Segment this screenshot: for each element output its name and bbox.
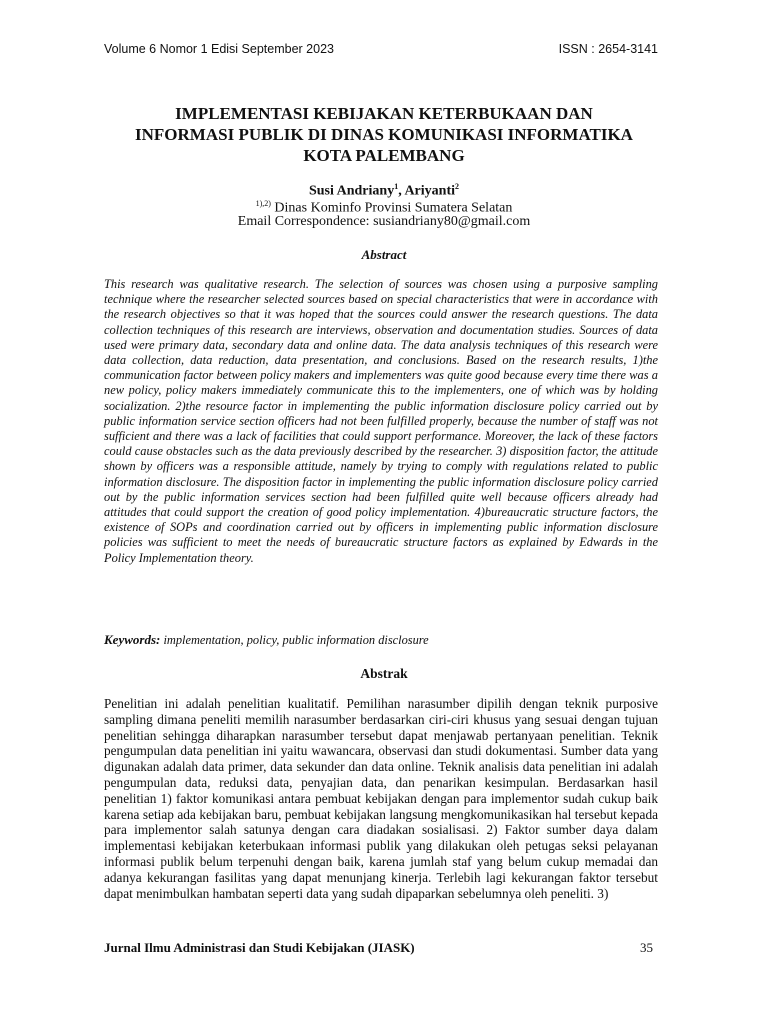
- keywords-label: Keywords:: [104, 632, 161, 647]
- affiliation-text: Dinas Kominfo Provinsi Sumatera Selatan: [270, 200, 513, 216]
- title-line-1: IMPLEMENTASI KEBIJAKAN KETERBUKAAN DAN: [175, 104, 593, 123]
- issn: ISSN : 2654-3141: [558, 42, 658, 56]
- journal-name: Jurnal Ilmu Administrasi dan Studi Kebijakan (JIASK): [104, 940, 415, 955]
- author-separator: ,: [398, 183, 405, 199]
- volume-info: Volume 6 Nomor 1 Edisi September 2023: [104, 42, 334, 56]
- running-head: [104, 42, 658, 56]
- abstract-heading: Abstract: [361, 247, 407, 262]
- page-footer: [104, 940, 653, 956]
- author-2: Ariyanti: [404, 183, 455, 199]
- title-line-2: INFORMASI PUBLIK DI DINAS KOMUNIKASI INFORMATIKA: [135, 125, 633, 144]
- affiliation-mark: 1),2): [255, 199, 271, 208]
- title-line-3: KOTA PALEMBANG: [303, 146, 465, 165]
- abstrak-heading: Abstrak: [360, 666, 408, 681]
- abstrak-body: Penelitian ini adalah penelitian kualitatif. Pemilihan narasumber dipilih dengan teknik purposive sampling dimana peneliti memilih narasumber berdasarkan ciri-ciri khusus yang sesuai dengan tujuan penelitian sehingga diharapkan narasumber tersebut dapat menjawab pertanyaan penelitian. Teknik pengumpulan data penelitian ini yaitu wawancara, observasi dan studi dokumentasi. Sumber data yang digunakan adalah data primer, data sekunder dan data online. Teknik analisis data penelitian ini adalah pengumpulan data, reduksi data, penyajian data, dan penarikan kesimpulan. Berdasarkan hasil penelitian 1) faktor komunikasi antara pembuat kebijakan dengan para implementor sudah cukup baik karena setiap ada kebijakan baru, pembuat kebijakan langsung mengkomunikasikan hal tersebut kepada para implementor salah satunya dengan cara diadakan sosialisasi. 2) Faktor sumber daya dalam implementasi kebijakan keterbukaan informasi publik yang dilakukan oleh petugas seksi pelayanan informasi publik belum terpenuhi dengan baik, karena jumlah staf yang belum cukup memadai dan adanya kekurangan fasilitas yang dapat menunjang kinerja. Terlebih lagi kekurangan faktor tersebut dapat menimbulkan hambatan seperti data yang sudah dipaparkan sebelumnya oleh peneliti. 3): [104, 696, 658, 901]
- abstract-body: This research was qualitative research. The selection of sources was chosen using a purposive sampling technique where the researcher selected sources based on special characteristics that were in accordance with the research objectives so that it was hoped that the sources could answer the research questions. The data collection techniques of this research are interviews, observation and documentation studies. Sources of data used were primary data, secondary data and online data. The data analysis techniques of this research were data collection, data reduction, data presentation, and conclusions. Based on the research results, 1)the communication factor between policy makers and implementers was quite good because every time there was a new policy, policy makers immediately communicate this to the implementers, one of which was by holding socialization. 2)the resource factor in implementing the public information disclosure policy carried out by public information service section officers had not been fulfilled properly, because the number of staff was not sufficient and there was a lack of facilities that could support performance. Moreover, the lack of these factors could cause obstacles such as the data previously described by the researcher. 3) disposition factor, the attitude shown by officers was a responsible attitude, namely by trying to comply with regulations related to public information disclosure. The disposition factor in implementing the public information disclosure policy carried out by the public information services section had been fulfilled quite well because officers already had attitudes that could support the creation of good policy implementation. 4)bureaucratic structure factors, the existence of SOPs and coordination carried out by officers in implementing public information disclosure policies was sufficient to meet the needs of bureaucratic structure factors as explained by Edwards in the Policy Implementation theory.: [104, 277, 658, 565]
- author-1: Susi Andriany: [308, 183, 395, 199]
- page-number: 35: [640, 940, 653, 955]
- paper-title: [96, 103, 672, 166]
- email-correspondence: Email Correspondence: susiandriany80@gmail.com: [237, 214, 531, 229]
- keywords-text: implementation, policy, public information disclosure: [160, 633, 429, 647]
- author-2-mark: 2: [455, 182, 459, 191]
- author-1-mark: 1: [394, 182, 399, 191]
- keywords: [104, 632, 658, 648]
